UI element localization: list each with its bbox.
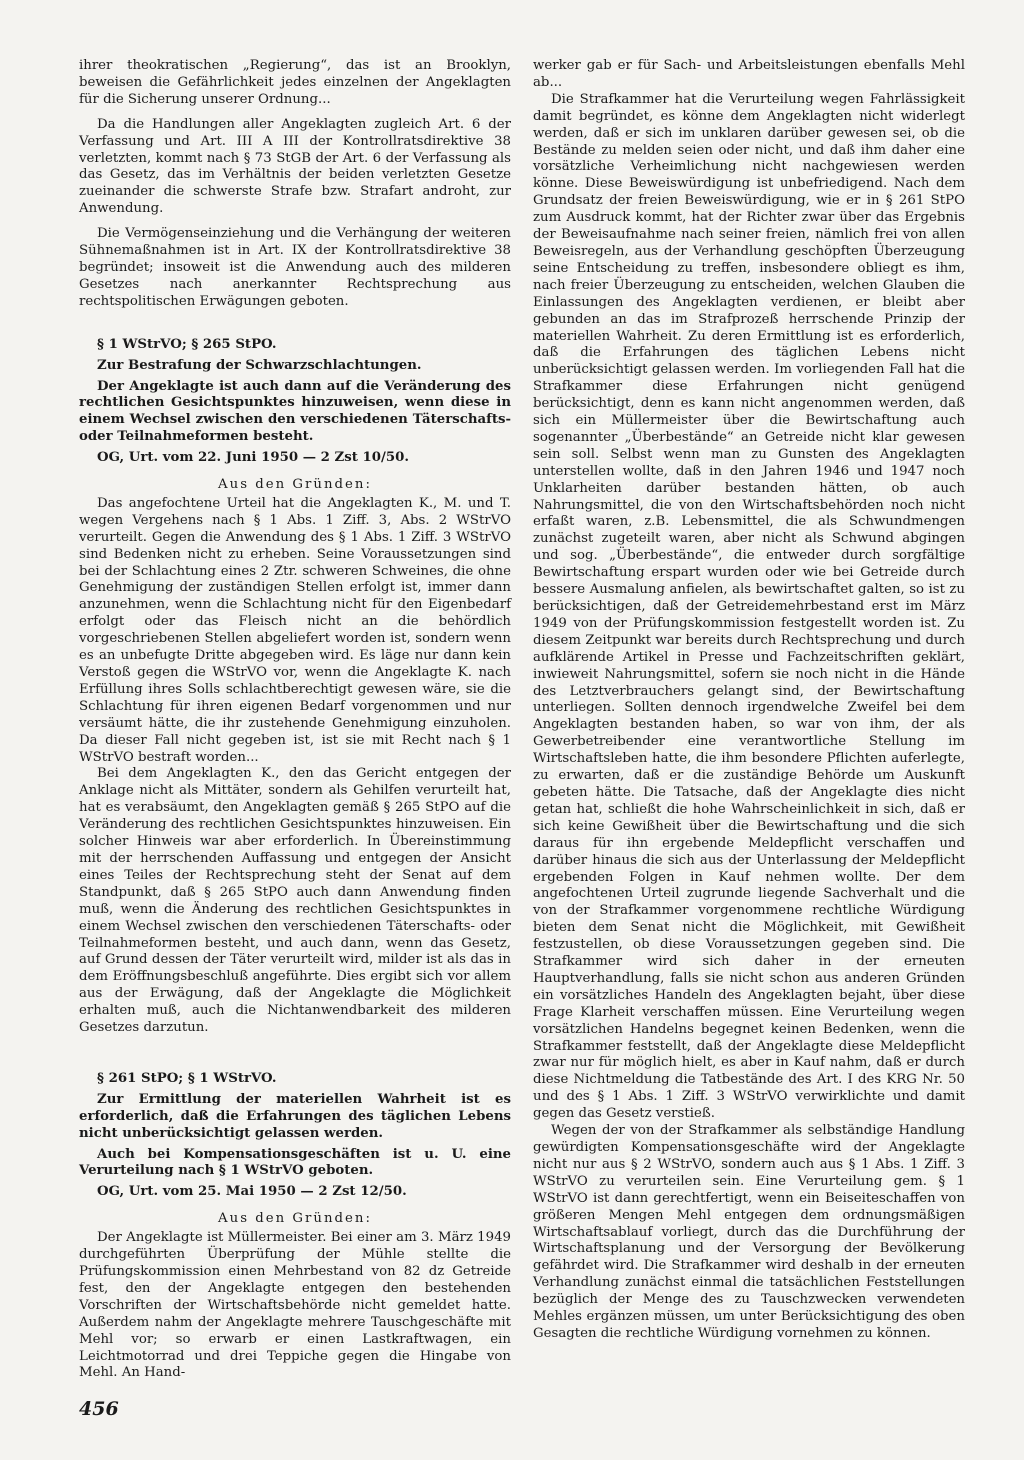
- case-lead: Zur Ermittlung der materiellen Wahrheit ist es erforderlich, daß die Erfahrungen des täglichen Lebens nicht unberücksichtigt gelassen werden.: [79, 1091, 511, 1141]
- body-paragraph: Das angefochtene Urteil hat die Angeklagten K., M. und T. wegen Vergehens nach § 1 Abs. 1 Ziff. 3, Abs. 2 WStrVO verurteilt. Gegen die Anwendung des § 1 Abs. 1 Ziff. 3 WStrVO sind Bedenken nicht zu erheben. Seine Voraussetzungen sind bei der Schlachtung eines 2 Ztr. schweren Schweines, die ohne Genehmigung der zuständigen Stellen erfolgt ist, immer dann anzunehmen, wenn die Schlachtung nicht für den Eigenbedarf erfolgt oder das Fleisch nicht an die behördlich vorgeschriebenen Stellen abgeliefert worden ist, sondern wenn es an unbefugte Dritte abgegeben wird. Es läge nur dann kein Verstoß gegen die WStrVO vor, wenn die Angeklagte K. nach Erfüllung ihres Solls schlachtberechtigt gewesen wäre, sie die Schlachtung für ihren eigenen Bedarf vorgenommen und nur versäumt hätte, die ihr zustehende Genehmigung einzuholen. Da dieser Fall nicht gegeben ist, ist sie mit Recht nach § 1 WStrVO bestraft worden...: [79, 495, 511, 765]
- body-paragraph: Wegen der von der Strafkammer als selbständige Handlung gewürdigten Kompensationsgeschäfte wird der Angeklagte nicht nur aus § 2 WStrVO, sondern auch aus § 1 Abs. 1 Ziff. 3 WStrVO zu verurteilen sein. Eine Verurteilung gem. § 1 WStrVO ist dann gerechtfertigt, wenn ein Beiseiteschaffen von größeren Mengen Mehl entgegen dem ordnungsmäßigen Wirtschaftsablauf vorliegt, durch das die Durchführung der Wirtschaftsplanung und der Versorgung der Bevölkerung gefährdet wird. Die Strafkammer wird deshalb in der erneuten Verhandlung zunächst einmal die tatsächlichen Feststellungen bezüglich der Menge des zu Tauschzwecken verwendeten Mehles ergänzen müssen, um unter Berücksichtigung des oben Gesagten die rechtliche Würdigung vornehmen zu können.: [533, 1123, 965, 1341]
- body-paragraph: Bei dem Angeklagten K., den das Gericht entgegen der Anklage nicht als Mittäter, sondern als Gehilfen verurteilt hat, hat es verabsäumt, den Angeklagten gemäß § 265 StPO auf die Veränderung des rechtlichen Gesichtspunktes hinzuweisen. Ein solcher Hinweis war aber erforderlich. In Übereinstimmung mit der herrschenden Auffassung und entgegen der Ansicht eines Teiles der Rechtsprechung steht der Senat auf dem Standpunkt, daß § 265 StPO auch dann Anwendung finden muß, wenn die Änderung des rechtlichen Gesichtspunktes in einem Wechsel zwischen den verschiedenen Täterschafts- oder Teilnahmeformen besteht, und auch dann, wenn das Gesetz, auf Grund dessen der Täter verurteilt wird, milder ist als das in dem Eröffnungsbeschluß angeführte. Dies ergibt sich vor allem aus der Erwägung, daß der Angeklagte die Möglichkeit erhalten muß, auch die Nichtanwendbarkeit des milderen Gesetzes darzutun.: [79, 766, 511, 1036]
- case-heading: § 261 StPO; § 1 WStrVO.: [97, 1070, 277, 1086]
- intro-paragraph: ihrer theokratischen „Regierung“, das ist an Brooklyn, beweisen die Gefährlichkeit jedes einzelnen der Angeklagten für die Sicherung unserer Ordnung...: [79, 58, 511, 107]
- case-reference: OG, Urt. vom 22. Juni 1950 — 2 Zst 10/50.: [97, 450, 409, 466]
- case-lead: Zur Bestrafung der Schwarzschlachtungen.: [97, 357, 422, 373]
- case-lead: Auch bei Kompensationsgeschäften ist u. U. eine Verurteilung nach § 1 WStrVO geboten.: [79, 1146, 511, 1179]
- right-column: [533, 58, 965, 1343]
- case-reference: OG, Urt. vom 25. Mai 1950 — 2 Zst 12/50.: [97, 1184, 407, 1200]
- body-paragraph: Der Angeklagte ist Müllermeister. Bei einer am 3. März 1949 durchgeführten Überprüfung der Mühle stellte die Prüfungskommission einen Mehrbestand von 82 dz Getreide fest, den der Angeklagte entgegen den bestehenden Vorschriften der Wirtschaftsbehörde nicht gemeldet hatte. Außerdem nahm der Angeklagte mehrere Tauschgeschäfte mit Mehl vor; so erwarb er einen Lastkraftwagen, ein Leichtmotorrad und drei Teppiche gegen die Hingabe von Mehl. An Hand-: [79, 1230, 511, 1381]
- case-heading: § 1 WStrVO; § 265 StPO.: [97, 336, 277, 352]
- case-section-1: [79, 337, 511, 1037]
- body-paragraph: werker gab er für Sach- und Arbeitsleistungen ebenfalls Mehl ab...: [533, 58, 965, 90]
- page-number: 456: [79, 1398, 119, 1420]
- body-paragraph: Die Strafkammer hat die Verurteilung wegen Fahrlässigkeit damit begründet, es könne dem Angeklagten nicht widerlegt werden, daß er sich im unklaren darüber gewesen sei, ob die Bestände zu melden seien oder nicht, und daß ihm daher eine vorsätzliche Verheimlichung nicht nachgewiesen werden könne. Diese Beweiswürdigung ist unbefriedigend. Nach dem Grundsatz der freien Beweiswürdigung, wie er in § 261 StPO zum Ausdruck kommt, hat der Richter zwar über das Ergebnis der Beweisaufnahme nach seiner freien, nämlich frei von allen Beweisregeln, aus der Verhandlung geschöpften Überzeugung seine Entscheidung zu treffen, insbesondere obliegt es ihm, nach freier Überzeugung zu entscheiden, welchen Glauben die Einlassungen des Angeklagten verdienen, er bleibt aber gebunden an das im Strafprozeß herrschende Prinzip der materiellen Wahrheit. Zu deren Ermittlung ist es erforderlich, daß die Erfahrungen des täglichen Lebens nicht unberücksichtigt gelassen werden. Im vorliegenden Fall hat die Strafkammer diese Erfahrungen nicht genügend berücksichtigt, denn es kann nicht angenommen werden, daß sich ein Müllermeister über die Bewirtschaftung auch sogenannter „Überbestände“ an Getreide nicht klar gewesen sein soll. Selbst wenn man zu Gunsten des Angeklagten unterstellen wollte, daß in den Jahren 1946 und 1947 noch Unklarheiten darüber bestanden hätten, ob auch Nahrungsmittel, die von den Wirtschaftsbehörden noch nicht erfaßt waren, z.B. Lebensmittel, die als Schwundmengen zunächst zugeteilt waren, aber nicht als Schwund abgingen und sog. „Überbestände“, die entweder durch sorgfältige Bewirtschaftung erspart wurden oder wie bei Getreide durch bessere Ausmalung anfielen, als bewirtschaftet galten, so ist zu berücksichtigen, daß der Getreidemehrbestand erst im März 1949 von der Prüfungskommission festgestellt worden ist. Zu diesem Zeitpunkt war bereits durch Rechtsprechung und durch aufklärende Artikel in Presse und Fachzeitschriften geklärt, inwieweit Nahrungsmittel, sofern sie noch nicht in die Hände des Letztverbrauchers gelangt sind, der Bewirtschaftung unterliegen. Sollten dennoch irgendwelche Zweifel bei dem Angeklagten bestanden haben, so war von ihm, der als Gewerbetreibender eine verantwortliche Stellung im Wirtschaftsleben hatte, die ihm besondere Pflichten auferlegte, zu erwarten, daß er die zuständige Behörde um Auskunft gebeten hätte. Die Tatsache, daß der Angeklagte dies nicht getan hat, schließt die hohe Wahrscheinlichkeit in sich, daß er sich keine Gewißheit über die Bewirtschaftung und die sich daraus für ihn ergebende Meldepflicht verschaffen und darüber hinaus die sich aus der Unterlassung der Meldepflicht ergebenden Folgen in Kauf nehmen wollte. Der dem angefochtenen Urteil zugrunde liegende Sachverhalt und die von der Strafkammer vorgenommene rechtliche Würdigung bieten dem Senat nicht die Möglichkeit, mit Gewißheit festzustellen, ob diese Voraussetzungen gegeben sind. Die Strafkammer wird sich daher in der erneuten Hauptverhandlung, falls sie nicht schon aus anderen Gründen ein vorsätzliches Handeln des Angeklagten bejaht, über diese Frage Klarheit verschaffen müssen. Eine Verurteilung wegen vorsätzlichen Handelns begegnet keinen Bedenken, wenn die Strafkammer feststellt, daß der Angeklagte diese Meldepflicht zwar nur für möglich hielt, es aber in Kauf nahm, daß er durch diese Nichtmeldung die Tatbestände des Art. I des KRG Nr. 50 und des § 1 Abs. 1 Ziff. 3 WStrVO verwirklichte und damit gegen das Gesetz verstieß.: [533, 91, 965, 1122]
- intro-paragraph: Da die Handlungen aller Angeklagten zugleich Art. 6 der Verfassung und Art. III A III der Kontrollratsdirektive 38 verletzten, kommt nach § 73 StGB der Art. 6 der Verfassung als das Gesetz, das im Verhältnis der beiden verletzten Gesetze zueinander die schwerste Strafe bzw. Strafart androht, zur Anwendung.: [79, 116, 511, 217]
- grounds-title: Aus den Gründen:: [218, 1211, 372, 1227]
- grounds-title: Aus den Gründen:: [218, 477, 372, 493]
- intro-paragraph: Die Vermögenseinziehung und die Verhängung der weiteren Sühnemaßnahmen ist in Art. IX der Kontrollratsdirektive 38 begründet; insoweit ist die Anwendung auch des milderen Gesetzes nach anerkannter Rechtsprechung aus rechtspolitischen Erwägungen geboten.: [79, 226, 511, 309]
- left-column: [79, 58, 511, 1382]
- case-section-2: [79, 1071, 511, 1382]
- case-lead: Der Angeklagte ist auch dann auf die Veränderung des rechtlichen Gesichtspunktes hinzuweisen, wenn diese in einem Wechsel zwischen den verschiedenen Täterschafts- oder Teilnahmeformen besteht.: [79, 378, 511, 445]
